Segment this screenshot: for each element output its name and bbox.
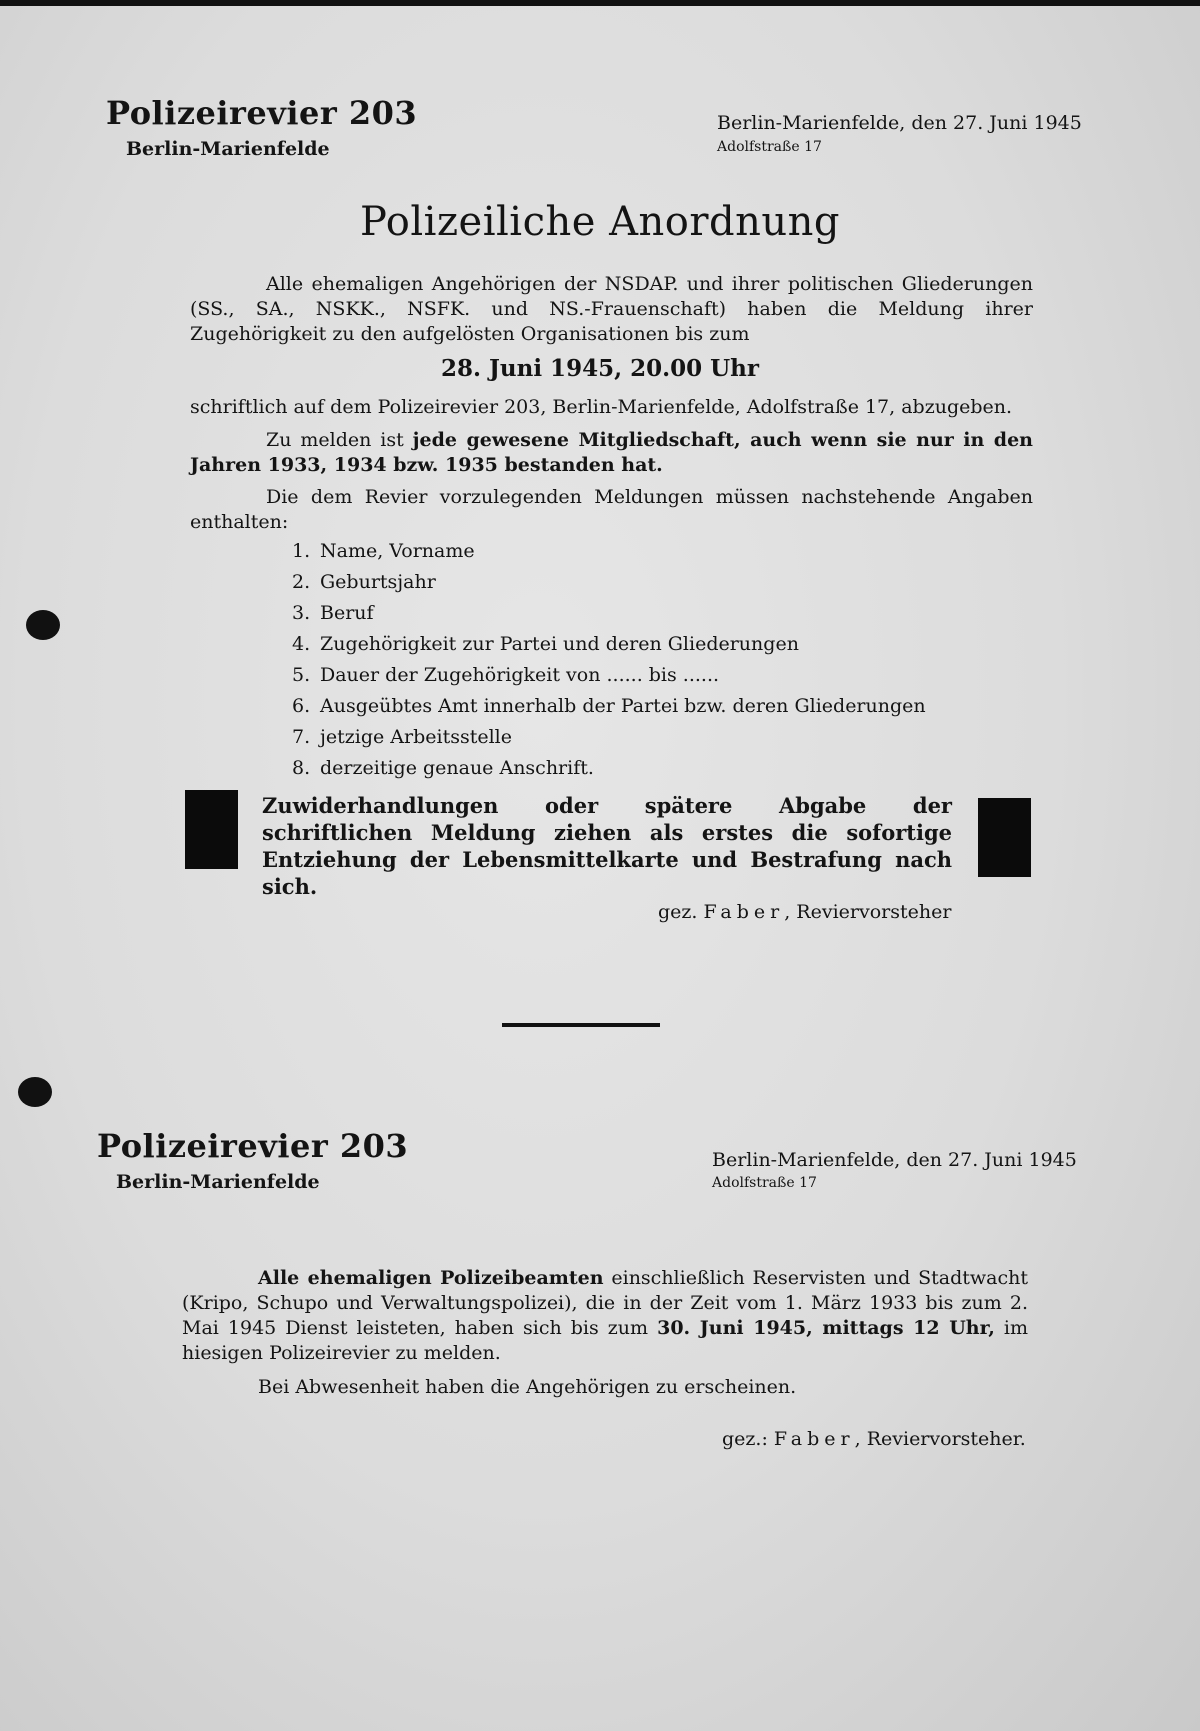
page-title: Polizeiliche Anordnung [360, 199, 840, 245]
street-address: Adolfstraße 17 [717, 139, 822, 155]
list-item: 7. jetzige Arbeitsstelle [292, 726, 513, 748]
signature: gez. Faber, Reviervorsteher [658, 901, 952, 923]
section-divider [502, 1023, 660, 1027]
signature-name: Faber [703, 901, 785, 923]
warning-paragraph: Zuwiderhandlungen oder spätere Abgabe der schriftlichen Meldung ziehen als erstes die sofortige Entziehung der Lebensmittelkarte und Bestrafung nach sich. [262, 793, 952, 899]
intro-paragraph: Alle ehemaligen Angehörigen der NSDAP. und ihrer politischen Gliederungen (SS., SA., NSKK., NSFK. und NS.-Frauenschaft) haben die Meldung ihrer Zugehörigkeit zu den aufgelösten Organisationen bis zum [190, 273, 1033, 345]
censor-bar-right [978, 798, 1031, 877]
membership-emphasis: jede gewesene Mitgliedschaft, auch wenn sie nur in den Jahren 1933, 1934 bzw. 1935 bestanden hat. [190, 429, 1033, 476]
list-item: 3. Beruf [292, 602, 374, 624]
police-paragraph: Alle ehemaligen Polizeibeamten einschließlich Reservisten und Stadtwacht (Kripo, Schupo und Verwaltungspolizei), die in der Zeit vom 1. März 1933 bis zum 2. Mai 1945 Dienst leisteten, haben sich bis zum 30. Juni 1945, mittags 12 Uhr, im hiesigen Polizeirevier zu melden. [182, 1267, 1028, 1364]
list-item: 6. Ausgeübtes Amt innerhalb der Partei bzw. deren Gliederungen [292, 695, 926, 717]
punch-hole [18, 1077, 52, 1107]
station-district: Berlin-Marienfelde [126, 138, 330, 160]
date-line-2: Berlin-Marienfelde, den 27. Juni 1945 [712, 1149, 1077, 1171]
absence-paragraph: Bei Abwesenheit haben die Angehörigen zu erscheinen. [258, 1376, 797, 1398]
membership-paragraph [190, 428, 1033, 478]
list-item: 5. Dauer der Zugehörigkeit von ...... bis ...... [292, 664, 720, 686]
police-emphasis: Alle ehemaligen Polizeibeamten [258, 1267, 604, 1289]
membership-lead: Zu melden ist [266, 429, 413, 451]
requirements-list [292, 536, 926, 784]
date-line: Berlin-Marienfelde, den 27. Juni 1945 [717, 112, 1082, 134]
police-deadline: 30. Juni 1945, mittags 12 Uhr, [657, 1317, 995, 1339]
station-title: Polizeirevier 203 [106, 94, 418, 132]
censor-bar-left [185, 790, 238, 869]
street-address-2: Adolfstraße 17 [712, 1175, 817, 1191]
requirements-paragraph: Die dem Revier vorzulegenden Meldungen müssen nachstehende Angaben enthalten: [190, 486, 1033, 533]
deadline: 28. Juni 1945, 20.00 Uhr [440, 355, 760, 382]
signature-name-2: Faber [773, 1428, 855, 1450]
list-item: 1. Name, Vorname [292, 540, 475, 562]
station-title-2: Polizeirevier 203 [97, 1127, 409, 1165]
signature-2: gez.: Faber, Reviervorsteher. [722, 1428, 1026, 1450]
station-district-2: Berlin-Marienfelde [116, 1171, 320, 1193]
punch-hole [26, 610, 60, 640]
list-item: 8. derzeitige genaue Anschrift. [292, 757, 594, 779]
submission-paragraph: schriftlich auf dem Polizeirevier 203, Berlin-Marienfelde, Adolfstraße 17, abzugeben. [190, 396, 1013, 418]
list-item: 2. Geburtsjahr [292, 571, 436, 593]
list-item: 4. Zugehörigkeit zur Partei und deren Gliederungen [292, 633, 799, 655]
